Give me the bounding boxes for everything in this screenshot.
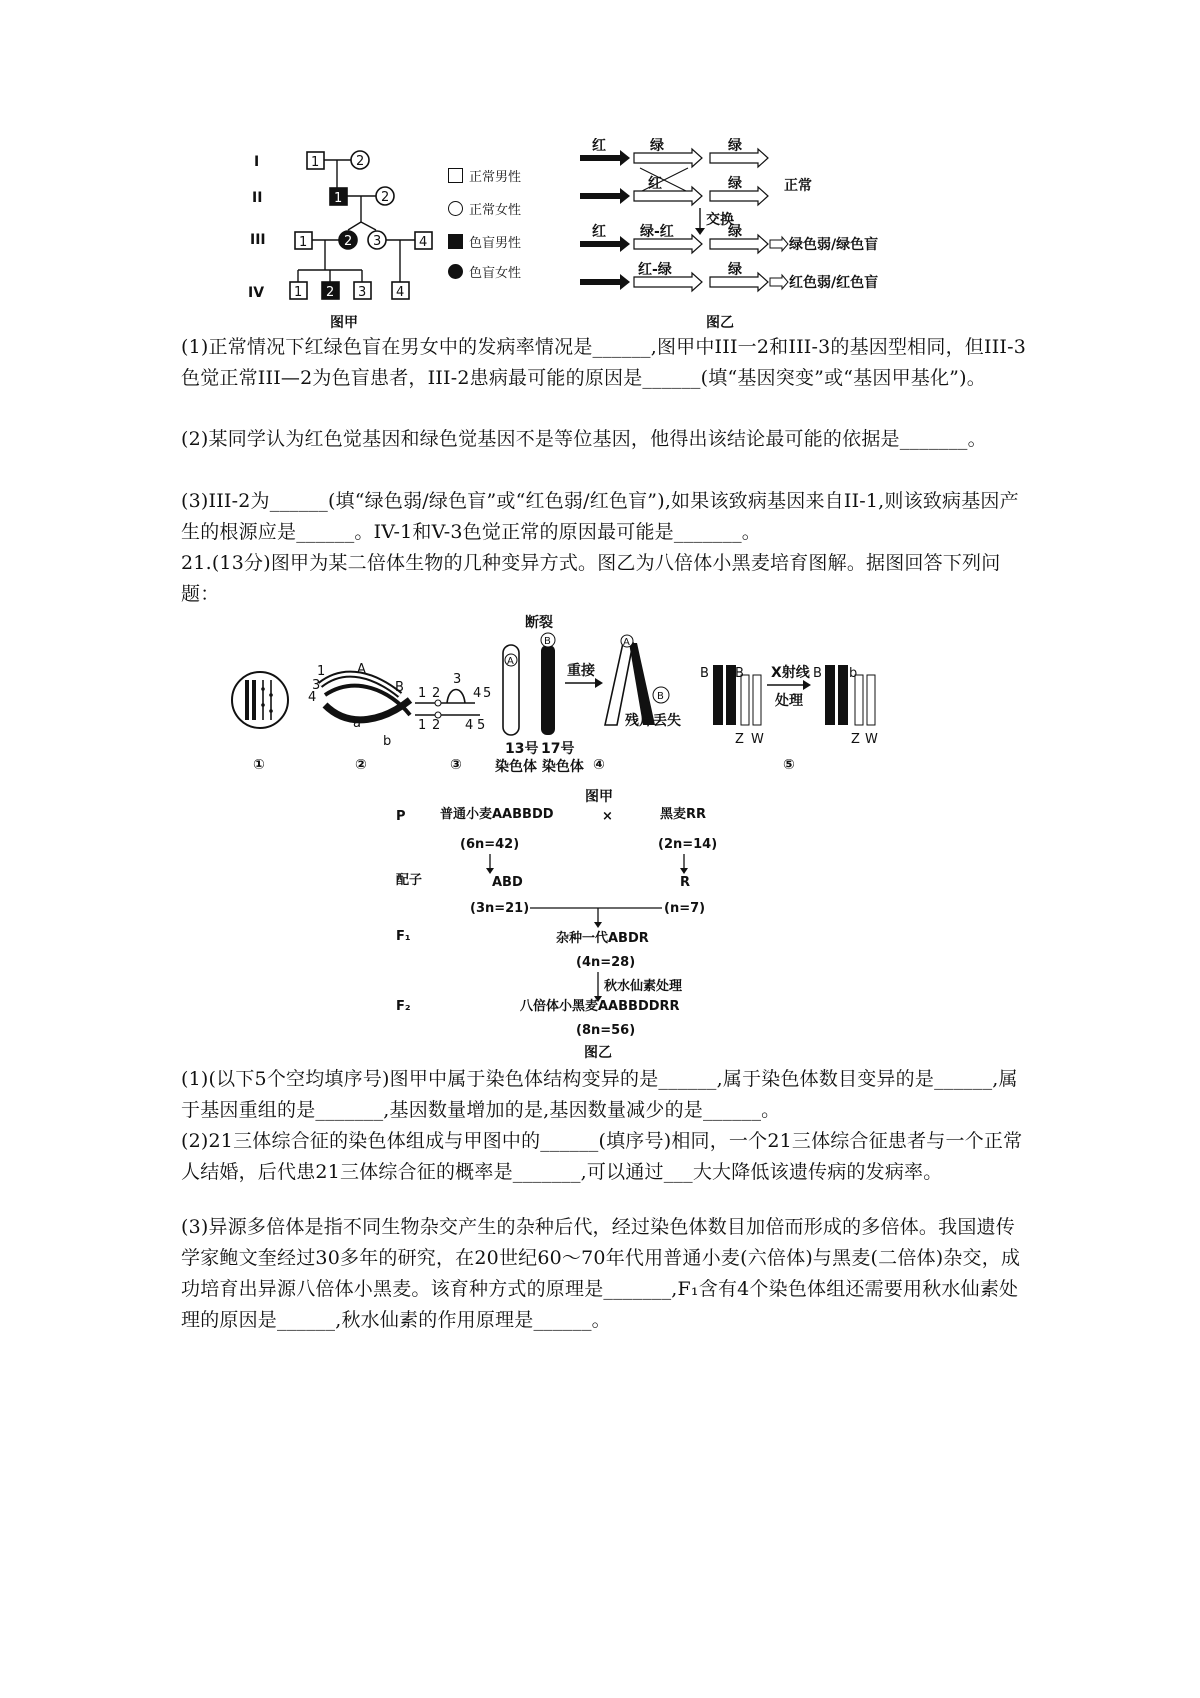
figure-caption-genes: 图乙 [706, 315, 734, 331]
legend-blind-female [448, 262, 521, 281]
cross-symbol: × [602, 809, 613, 824]
seq-top-1: 1 [418, 686, 427, 701]
legend-label: 色盲男性 [469, 236, 522, 251]
figure-caption-variation: 图甲 [585, 789, 613, 805]
pedigree-II2-id: 2 [381, 190, 390, 205]
label-green-red: 绿-红 [640, 224, 674, 240]
figure-caption-pedigree: 图甲 [330, 315, 358, 331]
chr13-A: A [507, 656, 514, 667]
fig5-B3: B [813, 666, 822, 681]
label-red-1: 红 [592, 138, 606, 154]
label-normal: 正常 [784, 178, 812, 194]
gene-crossover-figure [570, 138, 890, 308]
gen-label-2: II [252, 190, 263, 206]
legend-label: 正常男性 [469, 170, 522, 185]
label-lost: 残片丢失 [625, 713, 681, 729]
colchicine-treatment: 秋水仙素处理 [604, 979, 683, 994]
fig-num-3: ③ [450, 757, 462, 773]
seq-bot-1: 1 [418, 718, 427, 733]
chr17-B: B [544, 636, 551, 647]
gen-label-3: III [250, 232, 266, 248]
fig-num-2: ② [355, 757, 367, 773]
breeding-figure [380, 800, 760, 1060]
pedigree-I1-id: 1 [311, 155, 320, 170]
label-red-2: 红 [648, 176, 662, 192]
pedigree-IV4-id: 4 [396, 285, 405, 300]
label-F1: F₁ [396, 929, 411, 944]
label-green-4: 绿 [728, 224, 742, 240]
label-result-green: 绿色弱/绿色盲 [789, 237, 879, 253]
legend-blind-male [448, 232, 521, 251]
trans-A: A [623, 637, 630, 648]
fig5-Z2: Z [851, 732, 860, 747]
label-F2: F₂ [396, 999, 411, 1014]
gen-label-1: I [254, 154, 260, 170]
q20-part3: (3)III-2为______(填“绿色弱/绿色盲”或“红色弱/红色盲”),如果该致病基因来自II-1,则该致病基因产生的根源应是______。IV-1和V-3色觉正常的原因最可能是_______。 [181, 490, 1019, 543]
seq-top-5: 5 [483, 686, 492, 701]
label-break: 断裂 [525, 615, 553, 631]
rye-chromosome-count: (2n=14) [658, 837, 718, 852]
fig-num-4: ④ [593, 757, 605, 773]
fig5-B2: B [735, 666, 744, 681]
legend-label: 色盲女性 [469, 266, 522, 281]
label-treat: 处理 [775, 693, 803, 709]
fig2-a: a [353, 716, 361, 731]
seq-top-3: 3 [453, 672, 462, 687]
fig5-b: b [849, 666, 858, 681]
fig-num-1: ① [253, 757, 265, 773]
fig2-label-3: 3 [312, 678, 321, 693]
seq-bot-4: 4 [465, 718, 474, 733]
pedigree-III2-id: 2 [344, 234, 353, 249]
pedigree-IV2-id: 2 [326, 285, 335, 300]
seq-top-4: 4 [473, 686, 482, 701]
label-exchange: 交换 [706, 212, 734, 228]
seq-top-2: 2 [432, 686, 441, 701]
label-red-3: 红 [592, 224, 606, 240]
hybrid-chromosome-count: (4n=28) [576, 955, 636, 970]
fig2-label-1: 1 [317, 664, 326, 679]
fig2-B: B [395, 680, 404, 695]
fig5-W1: W [751, 732, 764, 747]
label-chr17: 17号 [541, 741, 575, 757]
pedigree-IV3-id: 3 [358, 285, 367, 300]
pedigree-III4-id: 4 [419, 235, 428, 250]
label-green-1: 绿 [650, 138, 664, 154]
q21-intro: 21.(13分)图甲为某二倍体生物的几种变异方式。图乙为八倍体小黑麦培育图解。据图回答下列问题： [181, 552, 1001, 605]
hybrid: 杂种一代ABDR [556, 931, 649, 946]
pedigree-I2-id: 2 [356, 154, 365, 169]
rye: 黑麦RR [660, 807, 707, 822]
label-gamete: 配子 [396, 873, 423, 888]
q21-part1: (1)(以下5个空均填序号)图甲中属于染色体结构变异的是______,属于染色体数目变异的是______,属于基因重组的是_______,基因数量增加的是,基因数量减少的是______。 [181, 1068, 1018, 1121]
fig2-b: b [383, 734, 392, 749]
fig5-Z1: Z [735, 732, 744, 747]
figure-caption-breeding: 图乙 [584, 1045, 612, 1061]
gamete-R: R [680, 875, 691, 890]
q20-part2: (2)某同学认为红色觉基因和绿色觉基因不是等位基因，他得出该结论最可能的依据是_______。 [181, 428, 987, 450]
octoploid-chromosome-count: (8n=56) [576, 1023, 636, 1038]
pedigree-III3-id: 3 [373, 234, 382, 249]
label-chr13: 13号 [505, 741, 539, 757]
label-red-green: 红-绿 [638, 262, 672, 278]
q21-part3: (3)异源多倍体是指不同生物杂交产生的杂种后代，经过染色体数目加倍而形成的多倍体。我国遗传学家鲍文奎经过30多年的研究，在20世纪60～70年代用普通小麦(六倍体)与黑麦(二倍体)杂交，成功培育出异源八倍体小黑麦。该育种方式的原理是_______,F₁含有4个染色体组还需要用秋水仙素处理的原因是______,秋水仙素的作用原理是______。 [181, 1216, 1021, 1331]
legend-normal-female [448, 199, 521, 218]
gen-label-4: IV [248, 285, 265, 301]
legend-normal-male [448, 166, 521, 185]
label-xray: X射线 [771, 665, 810, 681]
label-green-2: 绿 [728, 138, 742, 154]
pedigree-IV1-id: 1 [294, 285, 303, 300]
legend-label: 正常女性 [469, 203, 522, 218]
fig2-A: A [357, 662, 366, 677]
octoploid: 八倍体小黑麦AABBDDRR [520, 999, 680, 1014]
seq-bot-5: 5 [477, 718, 486, 733]
label-P: P [396, 809, 406, 824]
label-green-3: 绿 [728, 176, 742, 192]
gamete-ABD: ABD [492, 875, 523, 890]
label-result-red: 红色弱/红色盲 [789, 275, 879, 291]
fig5-W2: W [865, 732, 878, 747]
lost-B: B [657, 691, 664, 702]
pedigree-II1-id: 1 [334, 191, 343, 206]
q20-part1: (1)正常情况下红绿色盲在男女中的发病率情况是______,图甲中III一2和III-3的基因型相同，但III-3色觉正常III—2为色盲患者，III-2患病最可能的原因是______(填“基因突变”或“基因甲基化”)。 [181, 336, 1027, 389]
label-chromosome: 染色体 染色体 [495, 759, 584, 775]
gamete-R-count: (n=7) [664, 901, 706, 916]
pedigree-III1-id: 1 [299, 235, 308, 250]
q21-part2: (2)21三体综合征的染色体组成与甲图中的______(填序号)相同，一个21三体综合征患者与一个正常人结婚，后代患21三体综合征的概率是_______,可以通过___大大降低该遗传病的发病率。 [181, 1130, 1023, 1183]
variation-figure [225, 605, 915, 785]
gamete-ABD-count: (3n=21) [470, 901, 530, 916]
label-green-5: 绿 [728, 262, 742, 278]
fig5-B1: B [700, 666, 709, 681]
fig-num-5: ⑤ [783, 757, 795, 773]
label-rejoin: 重接 [567, 663, 595, 679]
seq-bot-2: 2 [432, 718, 441, 733]
wheat: 普通小麦AABBDD [440, 807, 554, 822]
fig2-label-4: 4 [308, 690, 317, 705]
wheat-chromosome-count: (6n=42) [460, 837, 520, 852]
